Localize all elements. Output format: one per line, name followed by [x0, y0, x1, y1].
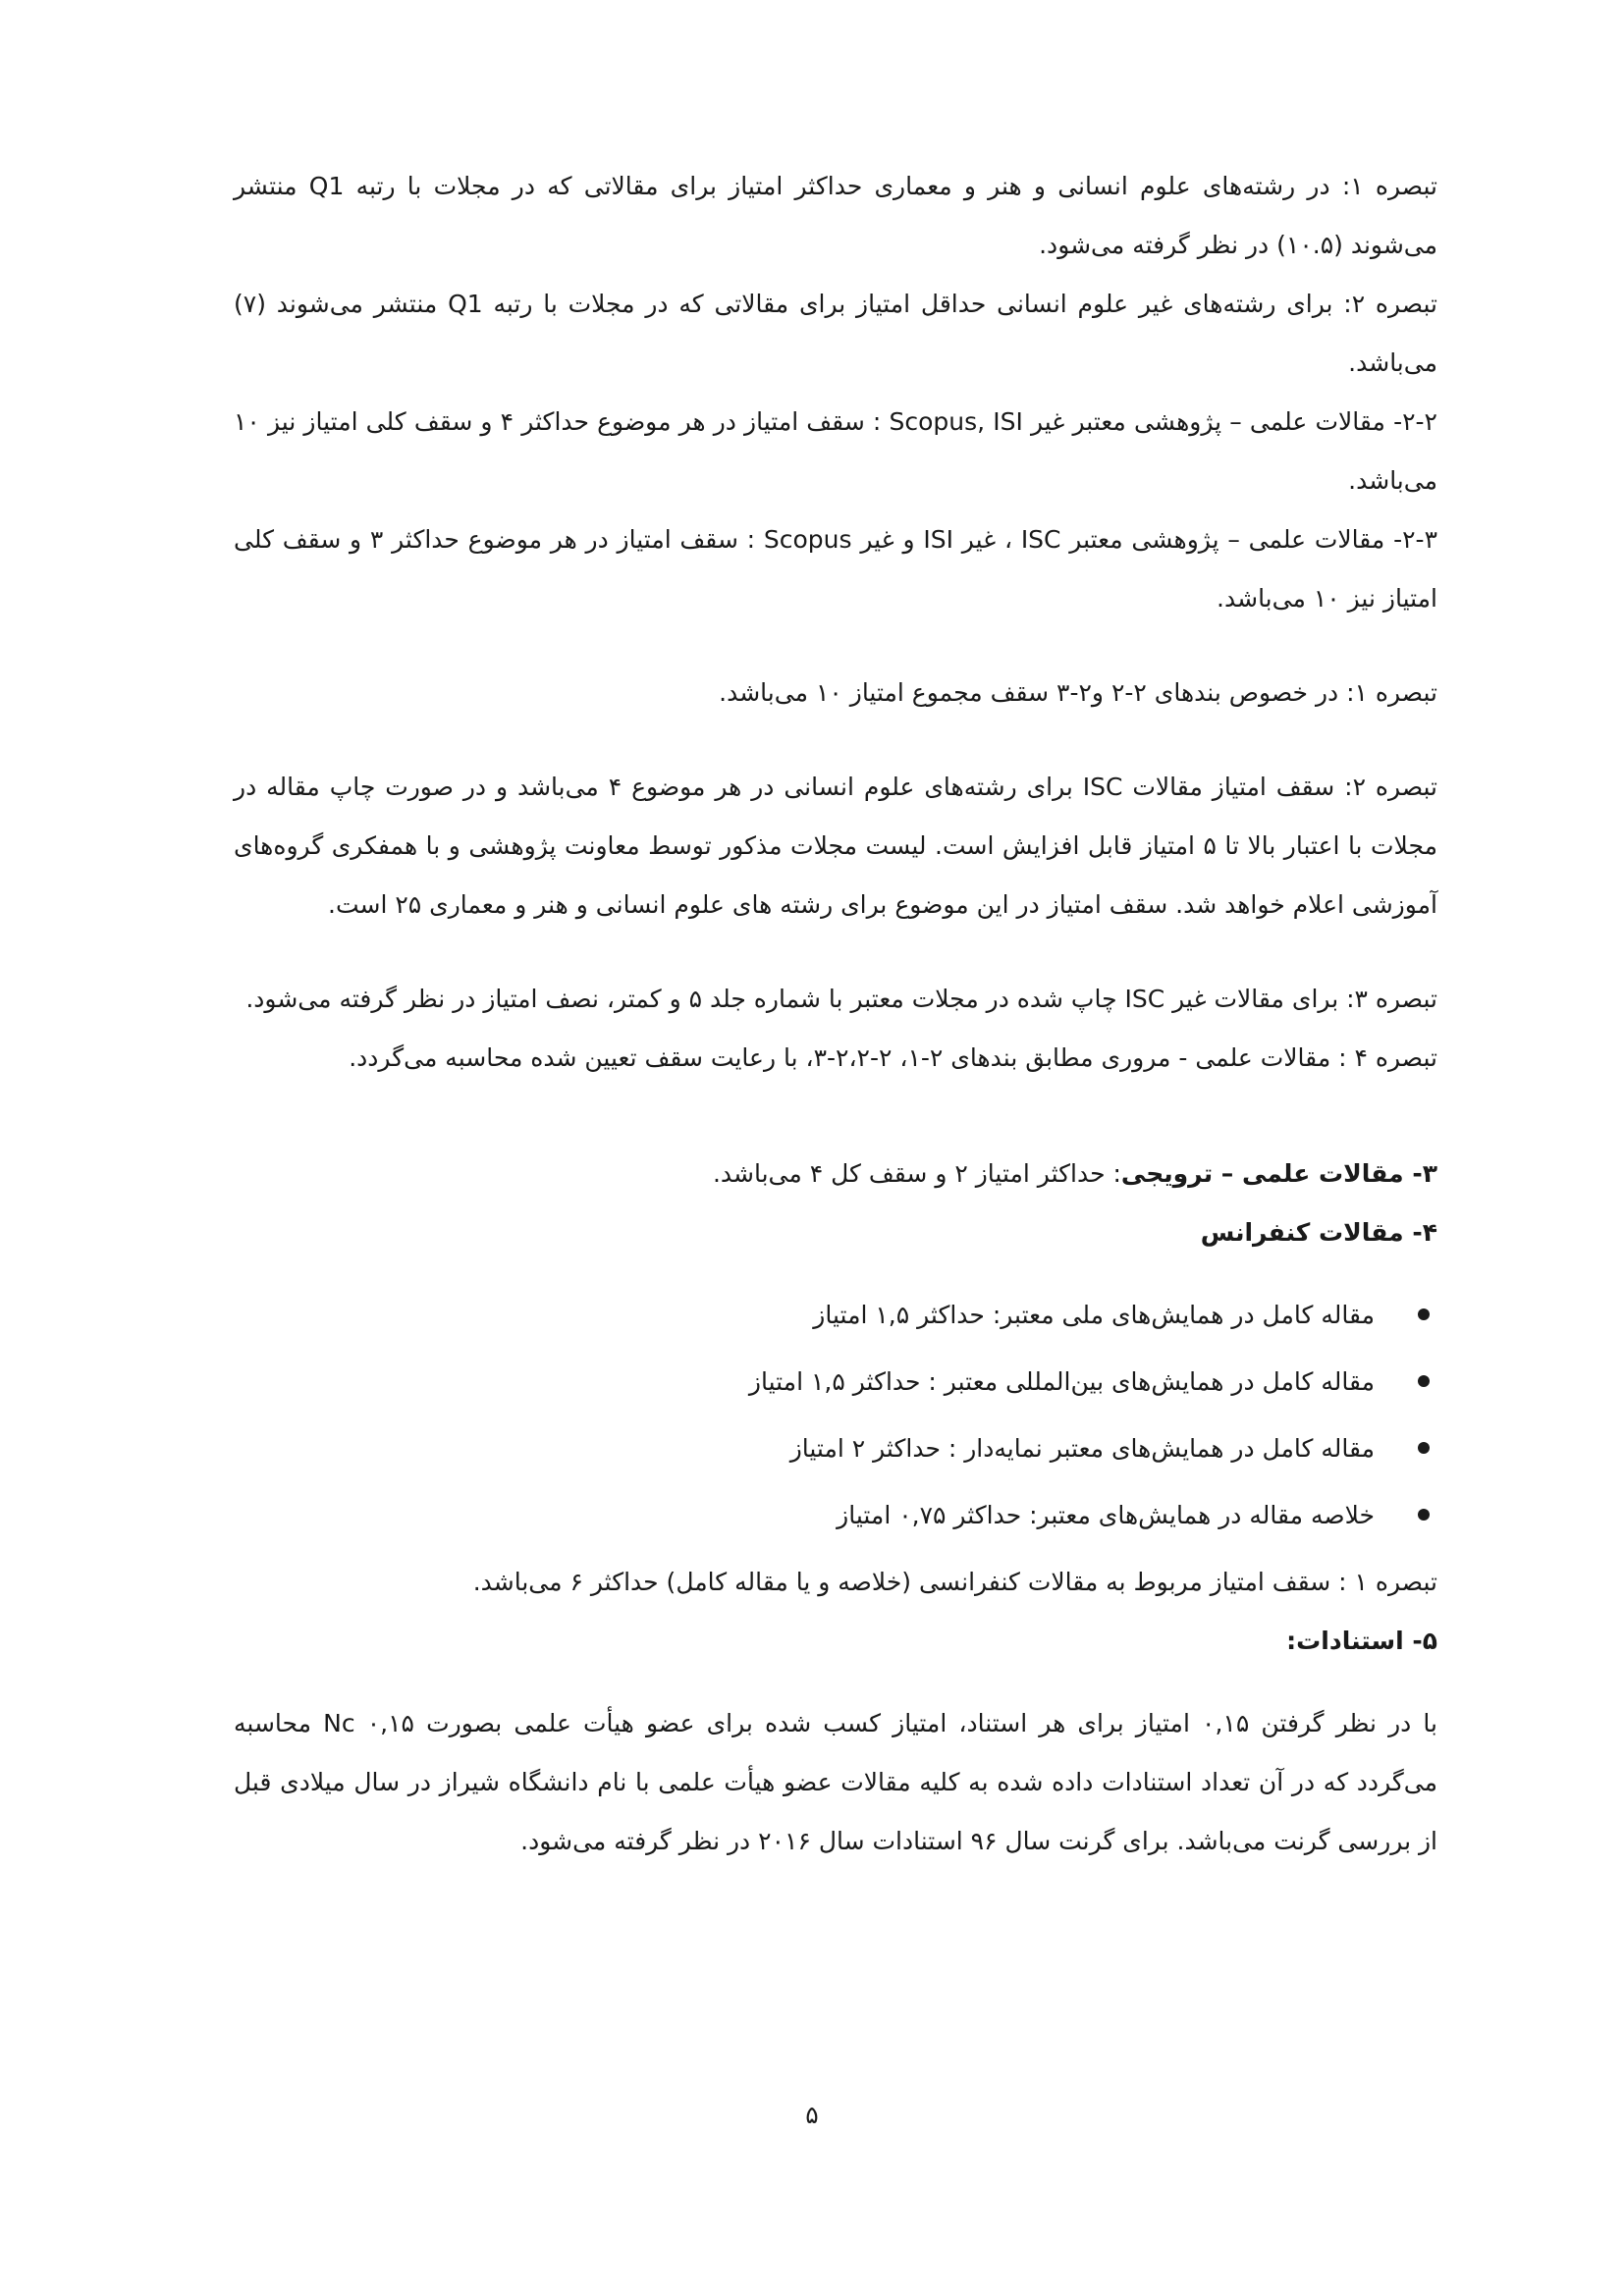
list-item [234, 1419, 1437, 1478]
paragraph-note4-review: تبصره ۴ : مقالات علمی - مروری مطابق بندهای ۲-۱، ۲-۲،۲-۳، با رعایت سقف تعیین شده محاسبه می‌گردد. [349, 1043, 1437, 1072]
list-item [234, 1353, 1437, 1412]
conference-list [234, 1286, 1437, 1545]
section4-heading: ۴- مقالات کنفرانس [1200, 1218, 1437, 1247]
section5-heading: ۵- استنادات: [1286, 1627, 1437, 1655]
bullet-icon [1418, 1308, 1430, 1320]
section3-line [234, 1145, 1437, 1203]
paragraph-item-2-2: ۲-۲- مقالات علمی – پژوهشی معتبر غیر Scopus, ISI : سقف امتیاز در هر موضوع حداکثر ۴ و سقف کلی امتیاز نیز ۱۰ می‌باشد. [234, 407, 1437, 495]
section3-text: : حداکثر امتیاز ۲ و سقف کل ۴ می‌باشد. [712, 1159, 1121, 1188]
list-item-text: مقاله کامل در همایش‌های معتبر نمایه‌دار : حداکثر ۲ امتیاز [789, 1434, 1375, 1463]
bullet-icon [1418, 1509, 1430, 1521]
paragraph-note2-q1: تبصره ۲: برای رشته‌های غیر علوم انسانی حداقل امتیاز برای مقالاتی که در مجلات با رتبه Q1 منتشر می‌شوند (۷) می‌باشد. [234, 290, 1437, 377]
list-item [234, 1486, 1437, 1545]
section3-heading: ۳- مقالات علمی – ترویجی [1120, 1159, 1437, 1188]
paragraph-item-2-3: ۲-۳- مقالات علمی – پژوهشی معتبر ISC ، غیر ISI و غیر Scopus : سقف امتیاز در هر موضوع حداکثر ۳ و سقف کلی امتیاز نیز ۱۰ می‌باشد. [234, 525, 1438, 613]
bullet-icon [1418, 1375, 1430, 1387]
paragraph-note1-items: تبصره ۱: در خصوص بندهای ۲-۲ و۲-۳ سقف مجموع امتیاز ۱۰ می‌باشد. [719, 678, 1437, 707]
paragraph-note2-isc: تبصره ۲: سقف امتیاز مقالات ISC برای رشته‌های علوم انسانی در هر موضوع ۴ می‌باشد و در صورت چاپ مقاله در مجلات با اعتبار بالا تا ۵ امتیاز قابل افزایش است. لیست مجلات مذکور توسط معاونت پژوهشی و با همفکری گروه‌های آموزشی اعلام خواهد شد. سقف امتیاز در این موضوع برای رشته های علوم انسانی و هنر و معماری ۲۵ است. [234, 773, 1437, 919]
section5-text: با در نظر گرفتن ۰,۱۵ امتیاز برای هر استناد، امتیاز کسب شده برای عضو هیأت علمی بصورت ۰,۱۵ Nc محاسبه می‌گردد که در آن تعداد استنادات داده شده به کلیه مقالات عضو هیأت علمی با نام دانشگاه شیراز در سال میلادی قبل از بررسی گرنت می‌باشد. برای گرنت سال ۹۶ استنادات سال ۲۰۱۶ در نظر گرفته می‌شود. [234, 1709, 1437, 1855]
paragraph-note1-q1: تبصره ۱: در رشته‌های علوم انسانی و هنر و معماری حداکثر امتیاز برای مقالاتی که در مجلات با رتبه Q1 منتشر می‌شوند (۱۰.۵) در نظر گرفته می‌شود. [234, 172, 1437, 259]
list-item-text: مقاله کامل در همایش‌های بین‌المللی معتبر : حداکثر ۱,۵ امتیاز [748, 1367, 1375, 1396]
bullet-icon [1418, 1442, 1430, 1454]
document-page [234, 157, 1437, 1871]
list-item [234, 1286, 1437, 1345]
page-number: ۵ [805, 2101, 819, 2129]
list-item-text: مقاله کامل در همایش‌های ملی معتبر: حداکثر ۱,۵ امتیاز [813, 1301, 1375, 1329]
section4-note: تبصره ۱ : سقف امتیاز مربوط به مقالات کنفرانسی (خلاصه و یا مقاله کامل) حداکثر ۶ می‌باشد. [472, 1568, 1437, 1596]
paragraph-note3-nonisc: تبصره ۳: برای مقالات غیر ISC چاپ شده در مجلات معتبر با شماره جلد ۵ و کمتر، نصف امتیاز در نظر گرفته می‌شود. [245, 985, 1437, 1013]
list-item-text: خلاصه مقاله در همایش‌های معتبر: حداکثر ۰,۷۵ امتیاز [837, 1501, 1375, 1529]
